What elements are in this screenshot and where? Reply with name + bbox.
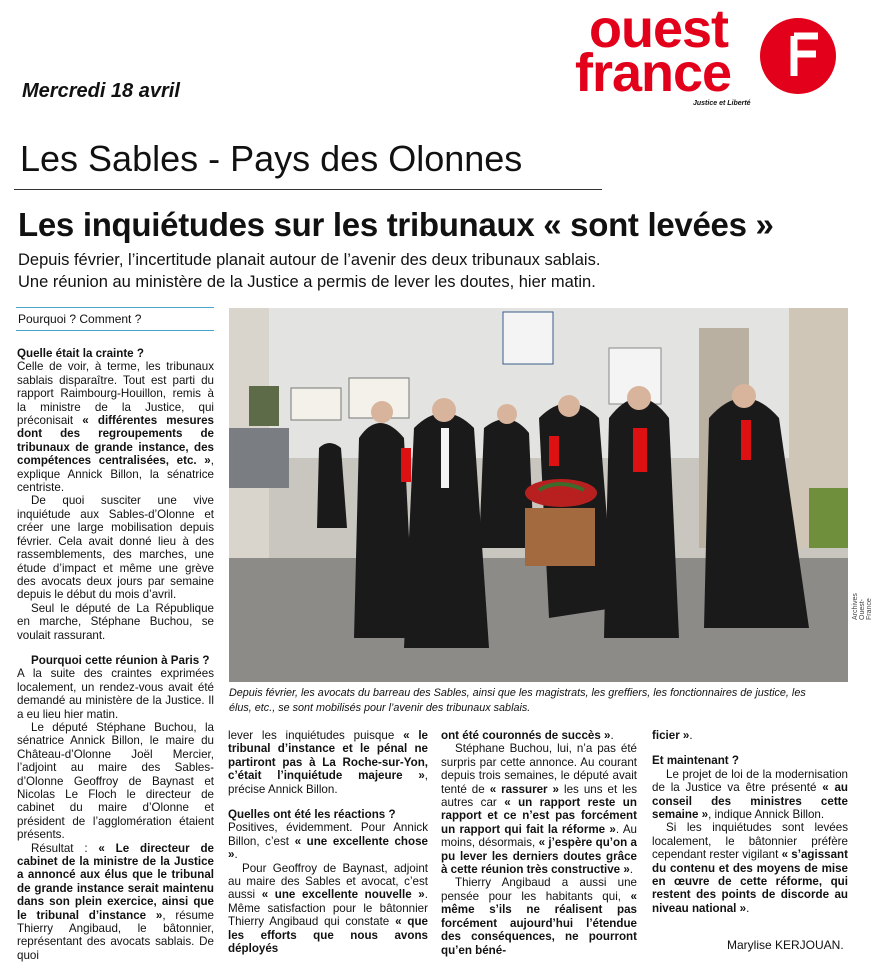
paragraph: ficier ». <box>652 729 693 742</box>
photo-credit: Archives Ouest-France <box>852 593 873 620</box>
ouest-france-logo[interactable] <box>575 0 845 110</box>
paragraph: Le député Stéphane Buchou, la sénatrice Annick Billon, le maire du Château-d’Olonne Joël Mercier, l’adjoint au maire des Sables-d’Olonne Geoffroy de Baynast et Nicolas Le Floch le directeur de cabinet du maire d’Olonne et président de l’agglomération étaient présents. <box>17 720 214 842</box>
logo-circle-icon <box>760 18 836 94</box>
logo-tagline: Justice et Liberté <box>693 100 751 107</box>
paragraph: ont été couronnés de succès ». <box>441 729 614 742</box>
publication-date: Mercredi 18 avril <box>22 80 180 102</box>
paragraph: Seul le député de La République en marche, Stéphane Buchou, se voulait rassurant. <box>17 601 214 642</box>
section-title: Les Sables - Pays des Olonnes <box>20 138 523 179</box>
question-heading: Quelles ont été les réactions ? <box>228 808 396 822</box>
article-chapo-line-1: Depuis février, l’incertitude planait autour de l’avenir des deux tribunaux sablais. <box>18 251 601 269</box>
logo-word-ouest: ouest <box>589 0 729 59</box>
paragraph: A la suite des craintes exprimées localement, un rendez-vous avait été demandé au ministère de la Justice. Il a eu lieu hier matin. <box>17 667 214 721</box>
question-heading: Quelle était la crainte ? <box>17 347 144 360</box>
paragraph: Le projet de loi de la modernisation de la Justice va être présenté « au conseil des ministres cette semaine », indique Annick Billon. <box>652 767 849 822</box>
article-chapo-line-2: Une réunion au ministère de la Justice a permis de lever les doutes, hier matin. <box>18 273 596 291</box>
article-signature: Marylise KERJOUAN. <box>727 938 844 952</box>
article-headline: Les inquiétudes sur les tribunaux « sont levées » <box>18 206 774 243</box>
article-column-1 <box>17 347 214 962</box>
paragraph: De quoi susciter une vive inquiétude aux Sables-d’Olonne et créer une large mobilisation depuis février. Cela avait donné lieu à des rassemblements, des marches, une étude d’impact et même une grève des avocats deux jours par semaine depuis le début du mois d’avril. <box>17 494 214 602</box>
question-heading: Pourquoi cette réunion à Paris ? <box>31 653 210 667</box>
article-kicker: Pourquoi ? Comment ? <box>18 312 142 326</box>
section-rule <box>14 189 602 190</box>
paragraph: Positives, évidemment. Pour Annick Billon, c’est « une excellente chose ». <box>228 821 428 862</box>
photo-caption: Depuis février, les avocats du barreau des Sables, ainsi que les magistrats, les greffiers, les fonctionnaires de justice, les élus, etc., se sont mobilisés pour l’avenir des tribunaux sablais. <box>229 687 806 714</box>
article-photo[interactable] <box>229 308 848 682</box>
paragraph: Si les inquiétudes sont levées localement, le bâtonnier préfère cependant rester vigilant « s’agissant du contenu et des moyens de mise en œuvre de cette réforme, qui restent des points de discorde au niveau national ». <box>652 821 848 915</box>
paragraph: Résultat : « Le directeur de cabinet de la ministre de la Justice a annoncé aux élus que le tribunal de grande instance serait maintenu dans son plein exercice, ainsi que le tribunal d’instance », résume Thierry Angibaud, le bâtonnier, représentant des avocats sablais. De quoi <box>17 841 214 962</box>
article-column-4 <box>652 729 848 915</box>
question-heading: Et maintenant ? <box>652 754 739 768</box>
article-column-2 <box>228 729 428 956</box>
logo-word-france: france <box>575 43 732 103</box>
paragraph: Stéphane Buchou, lui, n’a pas été surpris par cette annonce. Au courant depuis trois semaines, le député avait tenté de « rassurer » les uns et les autres car « un rapport reste un rapport et ce n’est pas forcément un rapport qui fait la réforme ». Au moins, désormais, « j’espère qu’on a pu lever les derniers doutes grâce à cette réunion très constructive ». <box>441 742 638 877</box>
article-column-3 <box>441 729 637 957</box>
paragraph: Pour Geoffroy de Baynast, adjoint au maire des Sables et avocat, c’est aussi « une excellente nouvelle ». Même satisfaction pour le bâtonnier Thierry Angibaud qui constate « que les efforts que nous avons déployés <box>228 861 428 956</box>
paragraph: lever les inquiétudes puisque « le tribunal d’instance et le pénal ne partiront pas à La Roche-sur-Yon, c’était l’inquiétude majeure », précise Annick Billon. <box>228 729 428 796</box>
paragraph: Thierry Angibaud a aussi une pensée pour les habitants qui, « même s’ils ne réalisent pas forcément aujourd’hui l’étendue des conséquences, ne pourront qu’en béné- <box>441 876 637 957</box>
kicker-rule-top <box>16 307 214 308</box>
kicker-rule-bottom <box>16 330 214 331</box>
paragraph: Celle de voir, à terme, les tribunaux sablais disparaître. Tout est parti du rapport Raimbourg-Houillon, remis à la ministre de la Justice, qui préconisait « différentes mesures dont des regroupements de tribunaux de grande instance, des compétences centralisées, etc. », explique Annick Billon, la sénatrice centriste. <box>17 360 215 495</box>
